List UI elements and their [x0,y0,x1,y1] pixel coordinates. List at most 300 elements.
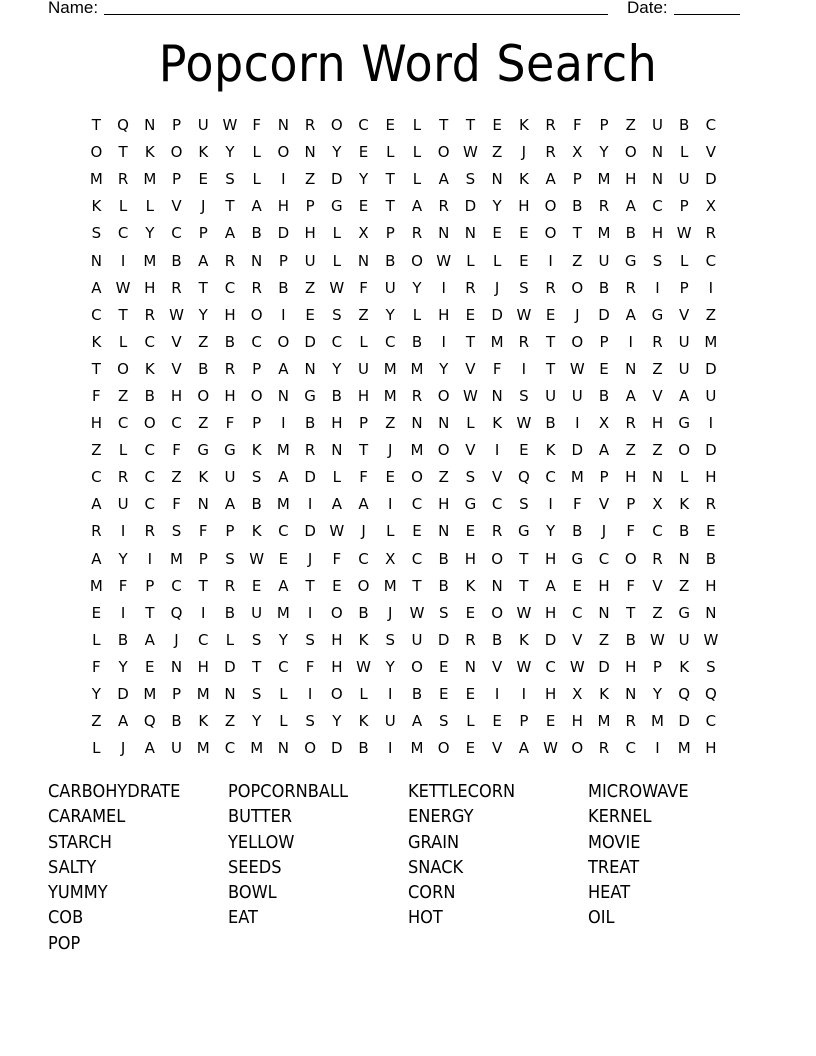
grid-letter[interactable]: U [384,278,396,297]
grid-letter[interactable]: O [437,386,450,405]
grid-letter[interactable]: H [651,414,664,433]
grid-letter[interactable]: C [224,739,236,758]
grid-letter[interactable]: F [492,359,502,378]
grid-letter[interactable]: B [411,685,423,704]
grid-letter[interactable]: F [172,441,181,460]
grid-letter[interactable]: L [679,468,689,487]
grid-letter[interactable]: P [679,278,689,297]
grid-letter[interactable]: R [465,630,476,649]
grid-letter[interactable]: H [518,197,530,216]
grid-letter[interactable]: Z [679,576,690,595]
grid-letter[interactable]: C [171,414,182,433]
grid-letter[interactable]: B [198,359,209,378]
grid-letter[interactable]: E [438,685,449,704]
grid-letter[interactable]: O [571,278,584,297]
grid-letter[interactable]: V [171,197,182,216]
grid-letter[interactable]: H [544,685,557,704]
grid-letter[interactable]: I [548,251,553,270]
grid-letter[interactable]: C [705,712,717,731]
grid-letter[interactable]: K [465,576,476,595]
grid-letter[interactable]: S [706,657,716,676]
grid-letter[interactable]: O [330,685,343,704]
grid-letter[interactable]: E [545,305,556,324]
grid-letter[interactable]: E [251,576,262,595]
grid-letter[interactable]: B [278,278,289,297]
grid-letter[interactable]: U [598,251,610,270]
grid-letter[interactable]: X [358,224,369,243]
grid-letter[interactable]: K [518,170,529,189]
grid-letter[interactable]: N [144,116,156,135]
grid-letter[interactable]: W [516,414,532,433]
grid-letter[interactable]: L [466,712,475,731]
grid-letter[interactable]: W [329,522,345,541]
grid-letter[interactable]: R [411,224,423,243]
grid-letter[interactable]: Z [304,170,316,189]
grid-letter[interactable]: N [625,685,637,704]
grid-letter[interactable]: U [678,630,690,649]
grid-letter[interactable]: T [545,359,556,378]
grid-letter[interactable]: C [197,630,209,649]
grid-letter[interactable]: K [198,468,209,487]
grid-letter[interactable]: B [117,630,129,649]
grid-letter[interactable]: K [518,630,529,649]
grid-letter[interactable]: H [357,386,370,405]
grid-letter[interactable]: N [90,251,102,270]
grid-letter[interactable]: T [305,576,315,595]
grid-letter[interactable]: K [91,332,102,351]
grid-letter[interactable]: B [224,603,236,622]
grid-letter[interactable]: P [599,468,609,487]
grid-letter[interactable]: Z [598,630,610,649]
grid-letter[interactable]: Q [117,116,129,135]
grid-letter[interactable]: O [544,197,557,216]
grid-letter[interactable]: U [251,603,263,622]
grid-letter[interactable]: L [332,468,341,487]
grid-letter[interactable]: B [438,549,449,568]
grid-letter[interactable]: T [572,224,582,243]
grid-letter[interactable]: M [196,685,210,704]
grid-letter[interactable]: V [465,441,476,460]
grid-letter[interactable]: C [491,495,503,514]
grid-letter[interactable]: H [598,576,610,595]
grid-letter[interactable]: T [198,278,208,297]
grid-letter[interactable]: H [224,386,236,405]
grid-letter[interactable]: Z [91,441,102,460]
grid-letter[interactable]: N [464,224,477,243]
grid-letter[interactable]: A [545,170,556,189]
grid-letter[interactable]: Y [652,685,663,704]
grid-letter[interactable]: M [383,386,397,405]
grid-letter[interactable]: N [411,414,423,433]
grid-letter[interactable]: N [277,739,289,758]
grid-letter[interactable]: N [331,441,343,460]
grid-letter[interactable]: K [251,441,262,460]
grid-letter[interactable]: Y [412,278,422,297]
grid-letter[interactable]: G [464,495,477,514]
grid-letter[interactable]: H [651,224,664,243]
grid-letter[interactable]: P [679,197,689,216]
grid-letter[interactable]: B [679,116,690,135]
grid-letter[interactable]: V [652,576,663,595]
grid-letter[interactable]: T [91,116,101,135]
grid-letter[interactable]: X [652,495,663,514]
grid-letter[interactable]: A [411,197,423,216]
grid-letter[interactable]: A [224,495,236,514]
grid-letter[interactable]: H [144,278,156,297]
grid-letter[interactable]: A [91,549,102,568]
grid-letter[interactable]: Z [438,468,449,487]
grid-letter[interactable]: P [171,685,182,704]
grid-letter[interactable]: O [357,576,370,595]
grid-letter[interactable]: F [359,278,368,297]
grid-letter[interactable]: W [650,630,665,649]
grid-letter[interactable]: Z [705,305,717,324]
grid-letter[interactable]: U [651,116,663,135]
grid-letter[interactable]: C [91,305,102,324]
grid-letter[interactable]: A [144,739,155,758]
grid-letter[interactable]: W [222,116,238,135]
grid-letter[interactable]: L [492,251,502,270]
grid-letter[interactable]: I [307,685,313,704]
grid-letter[interactable]: H [277,197,290,216]
grid-letter[interactable]: H [705,468,717,487]
grid-letter[interactable]: L [118,332,128,351]
grid-letter[interactable]: F [626,576,636,595]
grid-letter[interactable]: E [438,657,449,676]
grid-letter[interactable]: D [437,630,450,649]
grid-letter[interactable]: P [198,224,208,243]
grid-letter[interactable]: Q [678,685,691,704]
grid-letter[interactable]: N [224,685,236,704]
grid-letter[interactable]: N [277,386,289,405]
grid-letter[interactable]: O [411,468,423,487]
grid-letter[interactable]: D [277,224,290,243]
grid-letter[interactable]: R [465,278,476,297]
grid-letter[interactable]: O [250,386,263,405]
grid-letter[interactable]: P [626,495,636,514]
grid-letter[interactable]: O [170,143,183,162]
grid-letter[interactable]: M [650,712,664,731]
grid-letter[interactable]: L [92,630,101,649]
grid-letter[interactable]: H [331,630,343,649]
grid-letter[interactable]: Z [91,712,102,731]
grid-letter[interactable]: T [412,576,422,595]
grid-letter[interactable]: B [625,630,636,649]
grid-letter[interactable]: B [171,712,182,731]
grid-letter[interactable]: C [91,468,102,487]
grid-letter[interactable]: L [92,739,101,758]
grid-letter[interactable]: K [518,116,529,135]
grid-letter[interactable]: I [281,170,286,189]
grid-letter[interactable]: T [198,576,208,595]
grid-letter[interactable]: L [332,251,341,270]
grid-letter[interactable]: X [572,685,583,704]
grid-letter[interactable]: H [438,495,450,514]
grid-letter[interactable]: C [572,603,583,622]
grid-letter[interactable]: F [92,386,101,405]
grid-letter[interactable]: V [492,468,503,487]
grid-letter[interactable]: S [251,685,262,704]
grid-letter[interactable]: H [571,712,583,731]
grid-letter[interactable]: C [625,739,636,758]
grid-letter[interactable]: C [598,549,610,568]
grid-letter[interactable]: C [331,332,343,351]
grid-letter[interactable]: E [706,522,716,541]
grid-letter[interactable]: S [305,630,315,649]
grid-letter[interactable]: C [278,657,289,676]
grid-letter[interactable]: W [516,657,532,676]
grid-letter[interactable]: E [465,305,476,324]
grid-letter[interactable]: Y [278,630,288,649]
grid-letter[interactable]: U [678,170,690,189]
grid-letter[interactable]: P [305,197,315,216]
grid-letter[interactable]: M [276,495,290,514]
grid-letter[interactable]: U [224,468,236,487]
grid-letter[interactable]: J [201,197,206,216]
grid-letter[interactable]: A [545,576,556,595]
grid-letter[interactable]: T [358,441,369,460]
grid-letter[interactable]: R [652,332,663,351]
grid-letter[interactable]: B [572,522,583,541]
grid-letter[interactable]: U [117,495,129,514]
grid-letter[interactable]: B [304,414,316,433]
grid-letter[interactable]: I [575,414,580,433]
grid-letter[interactable]: K [144,143,155,162]
grid-letter[interactable]: C [545,468,556,487]
grid-letter[interactable]: I [120,522,126,541]
grid-letter[interactable]: P [359,414,369,433]
grid-letter[interactable]: R [491,522,503,541]
grid-letter[interactable]: S [225,549,235,568]
grid-letter[interactable]: X [598,414,610,433]
grid-letter[interactable]: C [652,197,663,216]
grid-letter[interactable]: Z [385,414,396,433]
grid-letter[interactable]: E [385,116,395,135]
grid-letter[interactable]: I [281,305,286,324]
grid-letter[interactable]: V [598,495,610,514]
grid-letter[interactable]: R [598,739,610,758]
grid-letter[interactable]: R [224,251,236,270]
grid-letter[interactable]: A [251,197,262,216]
grid-letter[interactable]: T [385,170,395,189]
grid-letter[interactable]: I [494,685,500,704]
grid-letter[interactable]: P [198,549,208,568]
grid-letter[interactable]: I [388,495,393,514]
grid-letter[interactable]: Y [198,305,208,324]
grid-letter[interactable]: N [357,251,370,270]
grid-letter[interactable]: U [411,630,423,649]
grid-letter[interactable]: L [359,332,368,351]
grid-letter[interactable]: F [332,549,342,568]
grid-letter[interactable]: F [92,657,101,676]
grid-letter[interactable]: F [626,522,636,541]
grid-letter[interactable]: N [491,576,503,595]
grid-letter[interactable]: C [251,332,262,351]
grid-letter[interactable]: O [304,739,317,758]
grid-letter[interactable]: O [678,441,691,460]
grid-letter[interactable]: D [491,305,503,324]
grid-letter[interactable]: Q [517,468,530,487]
grid-letter[interactable]: M [410,359,424,378]
grid-letter[interactable]: K [144,359,155,378]
grid-letter[interactable]: E [465,685,476,704]
grid-letter[interactable]: B [705,549,717,568]
grid-letter[interactable]: M [276,441,290,460]
grid-letter[interactable]: Q [170,603,183,622]
grid-letter[interactable]: N [304,359,316,378]
grid-letter[interactable]: S [519,278,529,297]
grid-letter[interactable]: R [545,143,556,162]
grid-letter[interactable]: R [117,468,129,487]
grid-letter[interactable]: K [492,414,503,433]
grid-letter[interactable]: G [197,441,210,460]
grid-letter[interactable]: V [492,657,503,676]
grid-letter[interactable]: O [544,224,557,243]
grid-letter[interactable]: D [544,630,557,649]
grid-letter[interactable]: L [252,143,261,162]
grid-letter[interactable]: I [708,414,714,433]
grid-letter[interactable]: L [118,441,128,460]
grid-letter[interactable]: W [356,657,371,676]
grid-letter[interactable]: L [412,170,422,189]
grid-letter[interactable]: R [545,278,556,297]
grid-letter[interactable]: R [304,441,316,460]
grid-letter[interactable]: A [625,197,636,216]
grid-letter[interactable]: E [519,441,529,460]
grid-letter[interactable]: W [436,251,452,270]
grid-letter[interactable]: I [441,278,446,297]
grid-letter[interactable]: I [655,278,660,297]
grid-letter[interactable]: S [652,251,663,270]
grid-letter[interactable]: V [705,143,717,162]
grid-letter[interactable]: E [358,197,369,216]
grid-letter[interactable]: R [598,197,610,216]
grid-letter[interactable]: M [597,712,611,731]
grid-letter[interactable]: C [117,224,129,243]
grid-letter[interactable]: M [143,170,157,189]
grid-letter[interactable]: S [251,630,262,649]
grid-letter[interactable]: R [705,224,717,243]
grid-letter[interactable]: G [678,414,690,433]
grid-letter[interactable]: B [438,576,449,595]
grid-letter[interactable]: U [545,386,557,405]
grid-letter[interactable]: R [652,549,663,568]
grid-letter[interactable]: J [601,522,607,541]
grid-letter[interactable]: U [171,739,182,758]
grid-letter[interactable]: N [651,468,664,487]
grid-letter[interactable]: H [331,414,343,433]
grid-letter[interactable]: E [572,576,583,595]
grid-letter[interactable]: E [465,603,476,622]
grid-letter[interactable]: I [708,278,714,297]
grid-letter[interactable]: Z [198,414,209,433]
grid-letter[interactable]: A [278,576,289,595]
grid-letter[interactable]: P [278,251,288,270]
grid-letter[interactable]: R [625,278,636,297]
grid-letter[interactable]: G [304,386,316,405]
grid-letter[interactable]: N [277,116,289,135]
grid-letter[interactable]: N [464,657,477,676]
grid-letter[interactable]: Y [358,170,369,189]
grid-letter[interactable]: L [679,143,689,162]
grid-letter[interactable]: I [307,603,313,622]
grid-letter[interactable]: C [144,441,156,460]
grid-letter[interactable]: T [519,549,529,568]
grid-letter[interactable]: E [358,143,369,162]
grid-letter[interactable]: N [491,170,503,189]
grid-letter[interactable]: B [625,224,636,243]
grid-letter[interactable]: O [330,116,343,135]
grid-letter[interactable]: T [626,603,636,622]
grid-letter[interactable]: B [331,386,342,405]
grid-letter[interactable]: E [545,712,556,731]
grid-letter[interactable]: C [705,251,717,270]
grid-letter[interactable]: R [224,576,236,595]
grid-letter[interactable]: Y [545,522,556,541]
grid-letter[interactable]: P [519,712,529,731]
grid-letter[interactable]: A [144,630,155,649]
grid-letter[interactable]: W [516,603,532,622]
grid-letter[interactable]: Y [385,657,395,676]
grid-letter[interactable]: D [464,197,477,216]
grid-letter[interactable]: O [197,386,210,405]
grid-letter[interactable]: Y [118,657,128,676]
grid-letter[interactable]: P [171,116,182,135]
grid-letter[interactable]: M [490,332,504,351]
grid-letter[interactable]: E [305,305,315,324]
grid-letter[interactable]: O [437,441,450,460]
grid-letter[interactable]: G [624,251,637,270]
grid-letter[interactable]: T [385,197,395,216]
grid-letter[interactable]: L [145,197,154,216]
grid-letter[interactable]: H [438,305,450,324]
grid-letter[interactable]: M [276,603,290,622]
grid-letter[interactable]: O [411,251,423,270]
grid-letter[interactable]: Z [492,143,503,162]
grid-letter[interactable]: W [569,657,585,676]
grid-letter[interactable]: J [307,549,313,568]
grid-letter[interactable]: P [599,332,609,351]
grid-letter[interactable]: R [625,712,636,731]
name-blank-line[interactable] [104,14,608,15]
grid-letter[interactable]: B [385,251,396,270]
grid-letter[interactable]: L [412,305,422,324]
grid-letter[interactable]: O [117,359,129,378]
grid-letter[interactable]: V [171,359,182,378]
grid-letter[interactable]: T [519,576,529,595]
grid-letter[interactable]: A [331,495,342,514]
grid-letter[interactable]: N [598,603,610,622]
grid-letter[interactable]: U [304,251,316,270]
grid-letter[interactable]: C [705,116,717,135]
grid-letter[interactable]: D [304,332,316,351]
grid-letter[interactable]: D [678,712,690,731]
grid-letter[interactable]: C [358,549,369,568]
grid-letter[interactable]: D [705,441,717,460]
grid-letter[interactable]: F [252,116,261,135]
grid-letter[interactable]: O [90,143,103,162]
grid-letter[interactable]: H [197,657,209,676]
grid-letter[interactable]: Y [599,143,609,162]
grid-letter[interactable]: P [572,170,582,189]
grid-letter[interactable]: Y [91,685,101,704]
grid-letter[interactable]: S [305,712,315,731]
grid-letter[interactable]: A [224,224,236,243]
grid-letter[interactable]: Q [704,685,717,704]
grid-letter[interactable]: E [332,576,342,595]
grid-letter[interactable]: C [171,576,182,595]
grid-letter[interactable]: S [465,468,476,487]
